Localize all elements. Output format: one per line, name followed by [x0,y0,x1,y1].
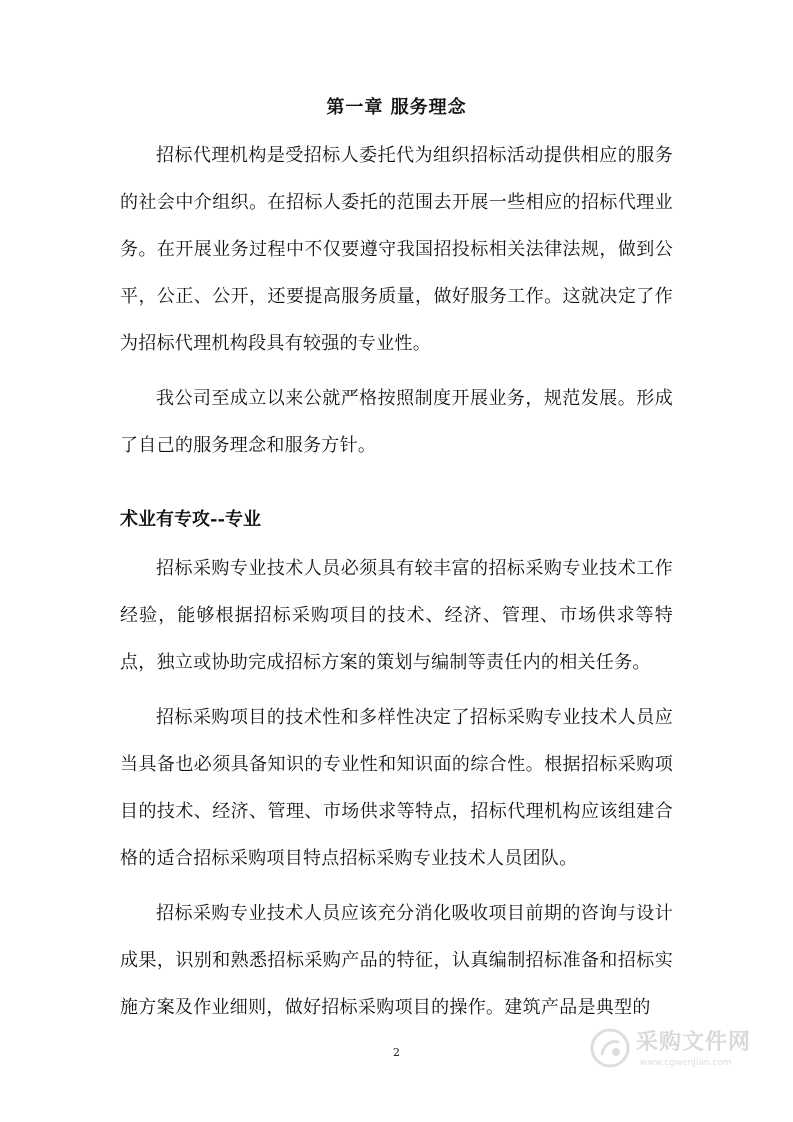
paragraph: 招标采购项目的技术性和多样性决定了招标采购专业技术人员应当具备也必须具备知识的专业性和知识面的综合性。根据招标采购项目的技术、经济、管理、市场供求等特点，招标代理机构应该组建合格的适合招标采购项目特点招标采购专业技术人员团队。 [120,707,673,869]
cgwenjian-logo-icon [590,1028,630,1068]
watermark [590,1022,770,1074]
paragraph: 招标采购专业技术人员必须具有较丰富的招标采购专业技术工作经验，能够根据招标采购项目的技术、经济、管理、市场供求等特点，独立或协助完成招标方案的策划与编制等责任内的相关任务。 [120,558,673,673]
paragraph: 招标采购专业技术人员应该充分消化吸收项目前期的咨询与设计成果，识别和熟悉招标采购产品的特征，认真编制招标准备和招标实施方案及作业细则，做好招标采购项目的操作。建筑产品是典型的 [120,903,673,1018]
chapter-title: 第一章 服务理念 [326,97,467,118]
paragraph: 招标代理机构是受招标人委托代为组织招标活动提供相应的服务的社会中介组织。在招标人委托的范围去开展一些相应的招标代理业务。在开展业务过程中不仅要遵守我国招投标相关法律法规，做到公平，公正、公开，还要提高服务质量，做好服务工作。这就决定了作为招标代理机构段具有较强的专业性。 [120,145,673,354]
watermark-name: 采购文件网 [636,1030,752,1055]
paragraph: 我公司至成立以来公就严格按照制度开展业务，规范发展。形成了自己的服务理念和服务方针。 [120,388,673,456]
section-heading: 术业有专攻--专业 [120,509,261,530]
watermark-url: www.cgwenjian.com [640,1058,732,1068]
page-number: 2 [393,1046,400,1059]
